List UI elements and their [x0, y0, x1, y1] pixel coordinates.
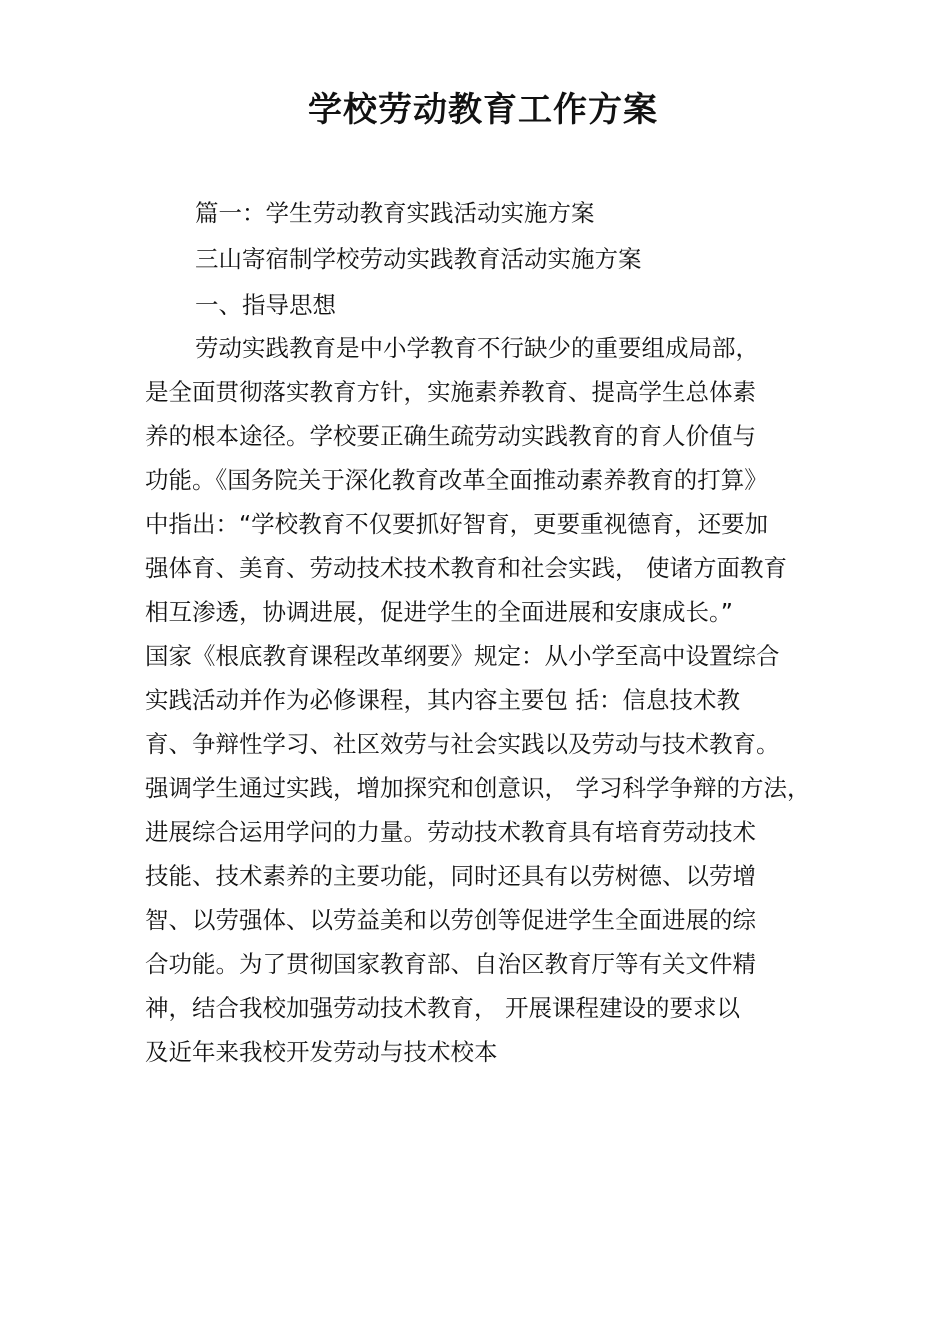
paragraph-line: 劳动实践教育是中小学教育不行缺少的重要组成局部， [195, 334, 759, 362]
paragraph-line: 合功能。为了贯彻国家教育部、自治区教育厅等有关文件精 [145, 950, 756, 978]
paragraph-line: 强体育、美育、劳动技术技术教育和社会实践， 使诸方面教育 [145, 554, 787, 582]
paragraph-line: 育、争辩性学习、社区效劳与社会实践以及劳动与技术教育。 [145, 730, 780, 758]
paragraph-line: 实践活动并作为必修课程，其内容主要包 括：信息技术教 [145, 686, 740, 714]
paragraph-line: 技能、技术素养的主要功能，同时还具有以劳树德、以劳增 [145, 862, 756, 890]
paragraph-line: 养的根本途径。学校要正确生疏劳动实践教育的育人价值与 [145, 422, 756, 450]
paragraph-line: 神，结合我校加强劳动技术教育， 开展课程建设的要求以 [145, 994, 740, 1022]
plan-subtitle: 三山寄宿制学校劳动实践教育活动实施方案 [195, 245, 642, 273]
paragraph-line: 是全面贯彻落实教育方针，实施素养教育、提高学生总体素 [145, 378, 756, 406]
paragraph-line: 智、以劳强体、以劳益美和以劳创等促进学生全面进展的综 [145, 906, 756, 934]
paragraph-line: 国家《根底教育课程改革纲要》规定：从小学至高中设置综合 [145, 642, 780, 670]
paragraph-line: 相互渗透，协调进展，促进学生的全面进展和安康成长。” [145, 598, 733, 626]
paragraph-line: 及近年来我校开发劳动与技术校本 [145, 1038, 498, 1066]
paragraph-line: 强调学生通过实践，增加探究和创意识， 学习科学争辩的方法， [145, 774, 811, 802]
section-heading-guiding-thought: 一、指导思想 [195, 291, 336, 319]
document-title: 学校劳动教育工作方案 [308, 90, 658, 130]
paragraph-line: 功能。《国务院关于深化教育改革全面推动素养教育的打算》 [145, 466, 768, 494]
section-heading-part-one: 篇一：学生劳动教育实践活动实施方案 [195, 199, 595, 227]
paragraph-line: 进展综合运用学问的力量。劳动技术教育具有培育劳动技术 [145, 818, 756, 846]
paragraph-line: 中指出：“学校教育不仅要抓好智育，更要重视德育，还要加 [145, 510, 769, 538]
